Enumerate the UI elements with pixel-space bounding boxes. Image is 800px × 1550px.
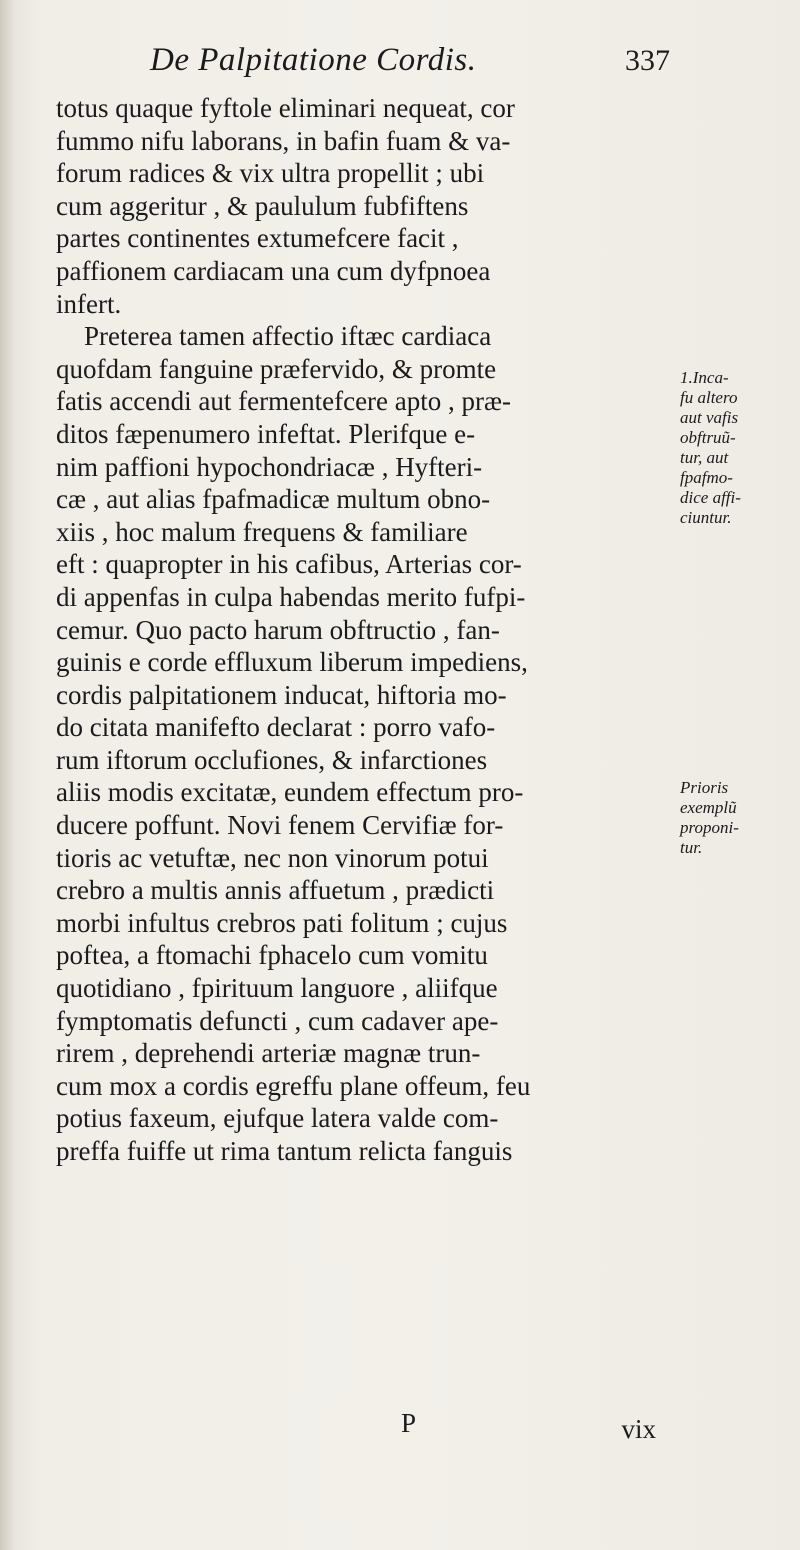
marginal-notes xyxy=(680,368,798,857)
text-line: totus quaque fyftole eliminari nequeat, cor xyxy=(56,93,515,123)
page-number: 337 xyxy=(625,44,670,77)
text-line: nim paffioni hypochondriacæ , Hyfteri- xyxy=(56,451,483,482)
catchword: vix xyxy=(621,1414,656,1444)
note-line: ciuntur. xyxy=(680,508,732,527)
binding-gutter xyxy=(0,0,14,1550)
note-line: dice affi- xyxy=(680,488,741,507)
text-line: tioris ac vetuftæ, nec non vinorum potui xyxy=(56,842,489,873)
text-line: quofdam fanguine præfervido, & promte xyxy=(56,353,497,384)
signature-mark: P xyxy=(401,1408,417,1438)
note-line: exemplũ xyxy=(680,798,737,817)
text-line: cæ , aut alias fpafmadicæ multum obno- xyxy=(56,484,491,515)
text-line: morbi infultus crebros pati folitum ; cujus xyxy=(56,907,508,938)
text-line: cum aggeritur , & paululum fubfiftens xyxy=(56,190,469,221)
text-line: ducere poffunt. Novi fenem Cervifiæ for- xyxy=(56,810,504,841)
text-line: cum mox a cordis egreffu plane offeum, feu xyxy=(56,1070,531,1101)
text-line: eft : quapropter in his cafibus, Arterias cor- xyxy=(56,549,522,580)
text-line: infert. xyxy=(56,288,122,319)
note-line: aut vafis xyxy=(680,408,739,427)
text-line: forum radices & vix ultra propellit ; ubi xyxy=(56,158,485,189)
text-line: cemur. Quo pacto harum obftructio , fan- xyxy=(56,614,500,645)
text-line: rum iftorum occlufiones, & infarctiones xyxy=(56,744,488,775)
text-line: fummo nifu laborans, in bafin fuam & va- xyxy=(56,125,511,156)
text-line: crebro a multis annis affuetum , prædicti xyxy=(56,875,495,906)
note-line: obftruũ- xyxy=(680,428,736,447)
marginal-note-1 xyxy=(680,368,798,528)
note-line: proponi- xyxy=(680,818,739,837)
text-line: fatis accendi aut fermentefcere apto , præ- xyxy=(56,386,512,417)
text-line: poftea, a ftomachi fphacelo cum vomitu xyxy=(56,940,488,971)
note-line: 1.Inca- xyxy=(680,368,729,387)
page-footer xyxy=(56,1408,656,1448)
running-head: De Palpitatione Cordis. xyxy=(150,42,477,78)
text-line: preffa fuiffe ut rima tantum relicta fanguis xyxy=(56,1136,513,1166)
text-line: partes continentes extumefcere facit , xyxy=(56,223,459,254)
text-line: fymptomatis defuncti , cum cadaver ape- xyxy=(56,1005,499,1036)
body-text xyxy=(56,92,656,1168)
text-line: guinis e corde effluxum liberum impediens, xyxy=(56,647,528,678)
text-line: do citata manifefto declarat : porro vafo- xyxy=(56,712,496,743)
text-line: Preterea tamen affectio iftæc cardiaca xyxy=(84,321,492,352)
text-line: ditos fæpenumero infeftat. Plerifque e- xyxy=(56,418,476,449)
text-line: di appenfas in culpa habendas merito fufpi- xyxy=(56,581,526,612)
text-line: rirem , deprehendi arteriæ magnæ trun- xyxy=(56,1038,481,1069)
note-line: fu altero xyxy=(680,388,738,407)
marginal-note-2 xyxy=(680,778,739,858)
text-line: cordis palpitationem inducat, hiftoria mo- xyxy=(56,679,507,710)
note-line: tur, aut xyxy=(680,448,729,467)
note-line: tur. xyxy=(680,838,703,857)
note-line: fpafmo- xyxy=(680,468,733,487)
text-line: quotidiano , fpirituum languore , aliifque xyxy=(56,973,498,1004)
text-line: aliis modis excitatæ, eundem effectum pro- xyxy=(56,777,524,808)
note-line: Prioris xyxy=(680,778,729,797)
page-header xyxy=(150,42,670,88)
text-line: xiis , hoc malum frequens & familiare xyxy=(56,516,468,547)
text-line: potius faxeum, ejufque latera valde com- xyxy=(56,1103,499,1134)
text-line: paffionem cardiacam una cum dyfpnoea xyxy=(56,255,491,286)
